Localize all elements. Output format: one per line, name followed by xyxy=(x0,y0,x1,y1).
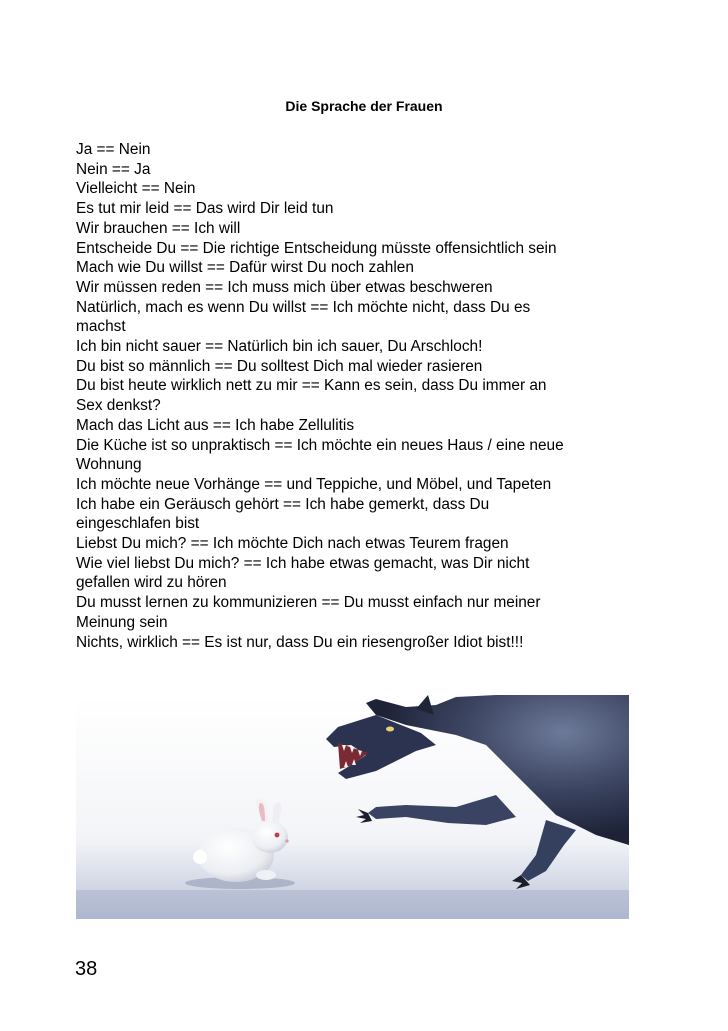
text-line: Meinung sein xyxy=(76,613,168,631)
text-line: Entscheide Du == Die richtige Entscheidung müsste offensichtlich sein xyxy=(76,239,557,257)
text-line: Ich bin nicht sauer == Natürlich bin ich sauer, Du Arschloch! xyxy=(76,338,483,356)
text-line: Wir müssen reden == Ich muss mich über etwas beschweren xyxy=(76,278,493,296)
text-line: Mach wie Du willst == Dafür wirst Du noch zahlen xyxy=(76,259,414,277)
text-line: Natürlich, mach es wenn Du willst == Ich möchte nicht, dass Du es xyxy=(76,298,531,316)
text-line: Vielleicht == Nein xyxy=(76,180,196,198)
text-line: Du bist so männlich == Du solltest Dich mal wieder rasieren xyxy=(76,357,483,375)
text-line: Wohnung xyxy=(76,456,142,474)
text-line: Die Küche ist so unpraktisch == Ich möchte ein neues Haus / eine neue xyxy=(76,436,564,454)
text-line: Du bist heute wirklich nett zu mir == Kann es sein, dass Du immer an xyxy=(76,377,547,395)
text-line: Ich möchte neue Vorhänge == und Teppiche, und Möbel, und Tapeten xyxy=(76,475,552,493)
text-line: Wir brauchen == Ich will xyxy=(76,219,241,237)
text-line: gefallen wird zu hören xyxy=(76,574,227,592)
text-line: Ich habe ein Geräusch gehört == Ich habe gemerkt, dass Du xyxy=(76,495,490,513)
text-line: Es tut mir leid == Das wird Dir leid tun xyxy=(76,200,334,218)
text-line: Ja == Nein xyxy=(76,141,151,158)
text-line: machst xyxy=(76,318,126,336)
text-line: Nein == Ja xyxy=(76,160,151,178)
text-line: Mach das Licht aus == Ich habe Zellulitis xyxy=(76,416,355,434)
text-line: Liebst Du mich? == Ich möchte Dich nach etwas Teurem fragen xyxy=(76,535,509,553)
text-lines xyxy=(76,140,646,652)
wolf-and-rabbit-photo xyxy=(76,695,629,919)
text-line: eingeschlafen bist xyxy=(76,515,200,533)
text-line: Sex denkst? xyxy=(76,397,161,415)
text-line: Nichts, wirklich == Es ist nur, dass Du ein riesengroßer Idiot bist!!! xyxy=(76,633,524,651)
text-line: Wie viel liebst Du mich? == Ich habe etwas gemacht, was Dir nicht xyxy=(76,554,530,572)
page-number: 38 xyxy=(75,958,98,980)
page-title: Die Sprache der Frauen xyxy=(285,98,443,114)
text-line: Du musst lernen zu kommunizieren == Du musst einfach nur meiner xyxy=(76,594,541,612)
